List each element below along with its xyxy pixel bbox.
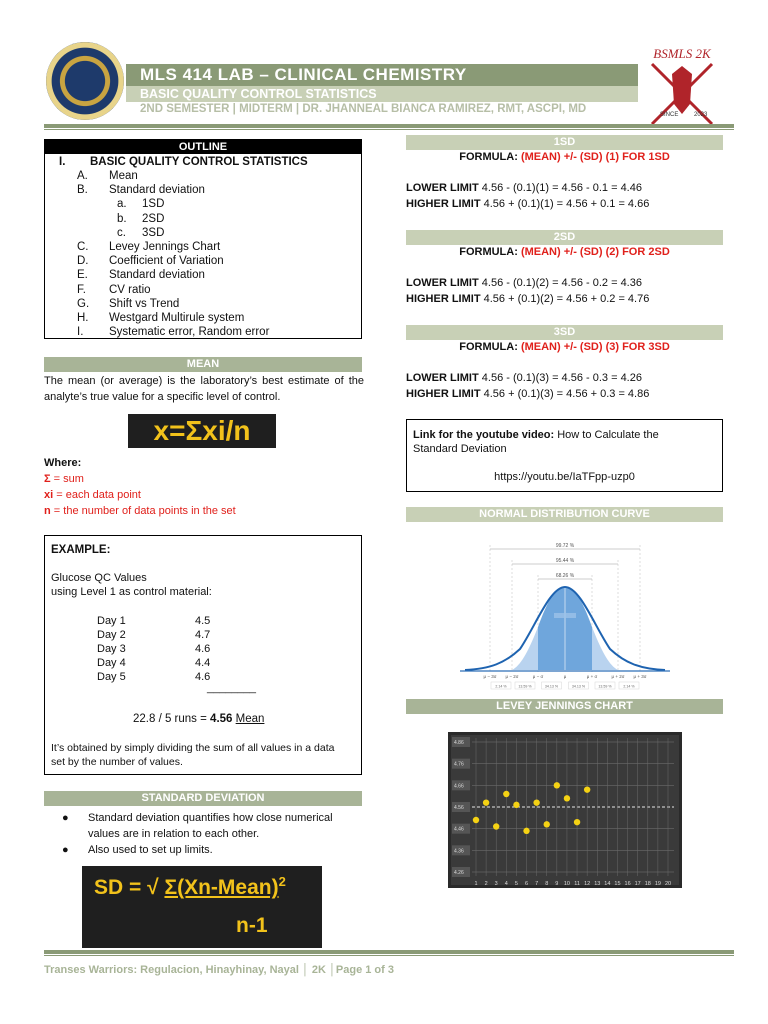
sd-formula-denominator: n-1 bbox=[236, 914, 268, 937]
formula-label: FORMULA: bbox=[459, 151, 521, 163]
higher-limit-label: HIGHER LIMIT bbox=[406, 293, 481, 305]
lower-limit-label: LOWER LIMIT bbox=[406, 182, 479, 194]
youtube-title-2: Standard Deviation bbox=[413, 443, 507, 455]
header-divider-thin bbox=[44, 129, 734, 130]
lj-data-point bbox=[493, 823, 499, 829]
lj-data-point bbox=[574, 819, 580, 825]
lower-limit-expression: 4.56 - (0.1)(2) = 4.56 - 0.2 = 4.36 bbox=[478, 277, 642, 289]
outline-item-label: Shift vs Trend bbox=[109, 297, 180, 310]
normal-axis-label: μ − σ bbox=[532, 674, 544, 679]
where-def-xi: = each data point bbox=[53, 489, 141, 501]
example-value: 4.5 bbox=[195, 615, 211, 627]
bullet-dot: ● bbox=[62, 844, 69, 856]
calc-result: 4.56 bbox=[210, 713, 233, 725]
example-day: Day 4 bbox=[97, 657, 126, 669]
std-heading: STANDARD DEVIATION bbox=[44, 791, 362, 806]
lj-x-label: 9 bbox=[555, 881, 559, 887]
mean-heading: MEAN bbox=[44, 357, 362, 372]
normal-band-label: 2.14 % bbox=[495, 684, 507, 689]
lj-x-label: 13 bbox=[594, 881, 601, 887]
sd-formula-exp: 2 bbox=[278, 874, 286, 889]
lj-data-point bbox=[523, 828, 529, 834]
higher-limit-label: HIGHER LIMIT bbox=[406, 198, 481, 210]
outline-main-item: BASIC QUALITY CONTROL STATISTICS bbox=[90, 156, 308, 168]
pct-68-26: 68.26 % bbox=[555, 573, 575, 579]
sd-formula-line-3 bbox=[406, 339, 723, 355]
example-calculation bbox=[133, 713, 264, 725]
normal-axis-label: μ + 2σ bbox=[611, 674, 625, 679]
lj-x-label: 4 bbox=[504, 881, 508, 887]
lj-data-point bbox=[584, 786, 590, 792]
page-title: MLS 414 LAB – CLINICAL CHEMISTRY bbox=[126, 64, 638, 86]
outline-item-marker: A. bbox=[77, 170, 88, 182]
lj-y-label: 4.26 bbox=[454, 870, 464, 876]
normal-axis-label: μ + σ bbox=[586, 674, 598, 679]
example-intro-1: Glucose QC Values bbox=[51, 572, 147, 584]
normal-axis-label: μ bbox=[563, 674, 567, 679]
youtube-title-1: How to Calculate the bbox=[554, 429, 659, 441]
outline-item-label: Standard deviation bbox=[109, 269, 205, 282]
where-label: Where: bbox=[44, 457, 82, 469]
logo-year: 2023 bbox=[694, 112, 708, 118]
lj-x-label: 6 bbox=[524, 881, 529, 887]
lj-data-point bbox=[544, 821, 550, 827]
higher-limit-line-2 bbox=[406, 291, 649, 307]
lj-x-label: 19 bbox=[654, 881, 661, 887]
std-bullets bbox=[60, 810, 366, 858]
std-bullet-1: Standard deviation quantifies how close numerical values are in relation to each other. bbox=[88, 812, 333, 840]
lj-data-point bbox=[554, 782, 560, 788]
mean-description: The mean (or average) is the laboratory’s best estimate of the analyte’s true value for a specific level of control. bbox=[44, 375, 364, 403]
where-term-sum: Σ bbox=[44, 473, 51, 485]
calc-suffix: Mean bbox=[235, 713, 265, 725]
lj-x-label: 3 bbox=[494, 881, 498, 887]
youtube-label: Link for the youtube video: bbox=[413, 429, 555, 441]
sd-heading-3: 3SD bbox=[406, 325, 723, 340]
lj-x-label: 18 bbox=[644, 881, 651, 887]
example-box bbox=[44, 535, 362, 775]
lower-limit-line-2 bbox=[406, 275, 642, 291]
lj-x-label: 5 bbox=[514, 881, 518, 887]
sd-formula-sum: Σ(Xn-Mean) bbox=[164, 876, 279, 899]
lower-limit-line-1 bbox=[406, 180, 642, 196]
example-rule: ________ bbox=[207, 682, 256, 694]
lj-y-label: 4.66 bbox=[454, 783, 464, 790]
formula-expression: (MEAN) +/- (SD) (1) FOR 1SD bbox=[520, 151, 670, 163]
where-term-xi: xi bbox=[44, 489, 54, 501]
lj-y-label: 4.56 bbox=[454, 805, 464, 811]
outline-item-marker: B. bbox=[77, 184, 88, 197]
example-value: 4.7 bbox=[195, 629, 211, 641]
lj-x-label: 16 bbox=[624, 881, 631, 887]
pct-95-44: 95.44 % bbox=[555, 558, 575, 564]
higher-limit-expression: 4.56 + (0.1)(2) = 4.56 + 0.2 = 4.76 bbox=[480, 293, 650, 305]
lj-data-point bbox=[503, 791, 509, 797]
where-list bbox=[44, 455, 236, 519]
lj-x-label: 11 bbox=[574, 881, 580, 887]
lj-data-point bbox=[473, 817, 479, 823]
lj-x-label: 15 bbox=[614, 881, 621, 887]
lower-limit-label: LOWER LIMIT bbox=[406, 372, 479, 384]
formula-label: FORMULA: bbox=[459, 341, 521, 353]
footer-divider bbox=[44, 950, 734, 954]
example-heading: EXAMPLE: bbox=[51, 544, 111, 556]
lower-limit-expression: 4.56 - (0.1)(3) = 4.56 - 0.3 = 4.26 bbox=[478, 372, 642, 384]
youtube-link[interactable]: https://youtu.be/IaTFpp-uzp0 bbox=[494, 471, 635, 483]
bullet-dot: ● bbox=[62, 812, 69, 824]
outline-item-label: Standard deviation bbox=[109, 184, 205, 197]
outline-item-marker: G. bbox=[77, 297, 90, 310]
outline-box bbox=[44, 139, 362, 339]
lj-data-point bbox=[513, 802, 519, 808]
normal-axis-label: μ − 2σ bbox=[505, 674, 519, 679]
school-logo bbox=[46, 42, 124, 120]
outline-item-marker: a. bbox=[117, 198, 127, 211]
example-value: 4.4 bbox=[195, 657, 211, 669]
mean-formula: x=Σxi/n bbox=[128, 414, 276, 448]
lj-x-label: 1 bbox=[474, 881, 478, 887]
outline-item-label: Levey Jennings Chart bbox=[109, 241, 221, 253]
outline-item-marker: C. bbox=[77, 241, 89, 253]
lower-limit-expression: 4.56 - (0.1)(1) = 4.56 - 0.1 = 4.46 bbox=[478, 182, 642, 194]
example-day: Day 3 bbox=[97, 643, 126, 655]
std-bullet-2: Also used to set up limits. bbox=[88, 844, 213, 856]
lj-y-label: 4.36 bbox=[454, 848, 464, 855]
outline-item-marker: b. bbox=[117, 212, 127, 225]
outline-roman: I. bbox=[59, 156, 66, 168]
higher-limit-line-3 bbox=[406, 386, 649, 402]
lj-x-label: 20 bbox=[664, 881, 672, 887]
sd-heading-2: 2SD bbox=[406, 230, 723, 245]
lj-x-label: 17 bbox=[634, 881, 641, 887]
higher-limit-line-1 bbox=[406, 196, 649, 212]
pct-99-72: 99.72 % bbox=[555, 543, 575, 549]
example-day: Day 1 bbox=[97, 615, 126, 627]
lj-y-label: 4.86 bbox=[454, 740, 464, 746]
class-logo bbox=[632, 44, 732, 130]
page-subtitle: BASIC QUALITY CONTROL STATISTICS bbox=[126, 86, 638, 102]
outline-item-label: 3SD bbox=[142, 226, 165, 239]
outline-item-label: CV ratio bbox=[109, 283, 151, 296]
where-def-sum: = sum bbox=[50, 473, 84, 485]
lj-data-point bbox=[564, 795, 570, 801]
outline-item-marker: E. bbox=[77, 269, 88, 282]
higher-limit-expression: 4.56 + (0.1)(1) = 4.56 + 0.1 = 4.66 bbox=[480, 198, 650, 210]
normal-axis-label: μ − 3σ bbox=[483, 674, 497, 679]
normal-curve-heading: NORMAL DISTRIBUTION CURVE bbox=[406, 507, 723, 522]
outline-heading: OUTLINE bbox=[45, 140, 361, 154]
outline-item-marker: H. bbox=[77, 312, 89, 324]
sd-formula bbox=[82, 866, 322, 948]
lj-x-label: 14 bbox=[604, 881, 611, 887]
normal-band-label: 2.14 % bbox=[623, 684, 635, 689]
lj-x-label: 10 bbox=[563, 881, 571, 887]
footer-divider-thin bbox=[44, 955, 734, 956]
course-info: 2ND SEMESTER | MIDTERM | DR. JHANNEAL BIANCA RAMIREZ, RMT, ASCPI, MD bbox=[140, 103, 587, 115]
outline-item-label: Mean bbox=[109, 170, 138, 182]
outline-item-marker: F. bbox=[77, 283, 86, 296]
example-day: Day 2 bbox=[97, 629, 126, 641]
logo-text: BSMLS 2K bbox=[653, 46, 711, 61]
normal-band-label: 34.13 % bbox=[571, 684, 586, 689]
outline-item-label: 2SD bbox=[142, 212, 165, 225]
normal-band-label: 13.59 % bbox=[518, 684, 532, 689]
lj-x-label: 7 bbox=[535, 881, 539, 887]
where-term-n: n bbox=[44, 505, 51, 517]
outline-item-marker: I. bbox=[77, 326, 84, 339]
formula-expression: (MEAN) +/- (SD) (2) FOR 2SD bbox=[520, 246, 670, 258]
header-divider bbox=[44, 124, 734, 128]
outline-item-label: Systematic error, Random error bbox=[109, 326, 270, 339]
sd-formula-line-2 bbox=[406, 244, 723, 260]
outline-item-label: Coefficient of Variation bbox=[109, 255, 224, 268]
normal-distribution-figure bbox=[460, 537, 670, 695]
page-footer: Transes Warriors: Regulacion, Hinayhinay, Nayal │ 2K │Page 1 of 3 bbox=[44, 964, 394, 976]
example-value: 4.6 bbox=[195, 643, 211, 655]
example-note: It’s obtained by simply dividing the sum of all values in a data set by the number of values. bbox=[51, 742, 335, 768]
sd-formula-line-1 bbox=[406, 149, 723, 165]
normal-axis-label: μ + 3σ bbox=[633, 674, 647, 679]
youtube-box bbox=[406, 419, 723, 492]
example-day: Day 5 bbox=[97, 671, 126, 683]
lj-data-point bbox=[533, 799, 539, 805]
normal-band-label: 13.59 % bbox=[598, 684, 612, 689]
normal-band-label: 34.13 % bbox=[544, 684, 559, 689]
where-def-n: = the number of data points in the set bbox=[50, 505, 236, 517]
sd-formula-main: SD = √ bbox=[94, 876, 165, 899]
lj-y-label: 4.76 bbox=[454, 761, 464, 768]
example-intro-2: using Level 1 as control material: bbox=[51, 586, 212, 598]
lj-x-label: 8 bbox=[545, 881, 549, 887]
calc-prefix: 22.8 / 5 runs = bbox=[133, 713, 211, 725]
levey-jennings-heading: LEVEY JENNINGS CHART bbox=[406, 699, 723, 714]
lj-data-point bbox=[483, 799, 489, 805]
lj-x-label: 2 bbox=[484, 881, 488, 887]
lower-limit-line-3 bbox=[406, 370, 642, 386]
formula-label: FORMULA: bbox=[459, 246, 521, 258]
higher-limit-label: HIGHER LIMIT bbox=[406, 388, 481, 400]
example-value: 4.6 bbox=[195, 671, 211, 683]
logo-since: SINCE bbox=[660, 112, 679, 118]
sd-heading-1: 1SD bbox=[406, 135, 723, 150]
higher-limit-expression: 4.56 + (0.1)(3) = 4.56 + 0.3 = 4.86 bbox=[480, 388, 650, 400]
outline-item-label: 1SD bbox=[142, 198, 165, 211]
lj-y-label: 4.46 bbox=[454, 826, 464, 833]
formula-expression: (MEAN) +/- (SD) (3) FOR 3SD bbox=[520, 341, 670, 353]
outline-item-marker: D. bbox=[77, 255, 89, 268]
outline-item-marker: c. bbox=[117, 226, 126, 239]
lower-limit-label: LOWER LIMIT bbox=[406, 277, 479, 289]
lj-x-label: 12 bbox=[584, 881, 591, 887]
levey-jennings-chart bbox=[448, 732, 682, 888]
outline-item-label: Westgard Multirule system bbox=[109, 312, 245, 324]
